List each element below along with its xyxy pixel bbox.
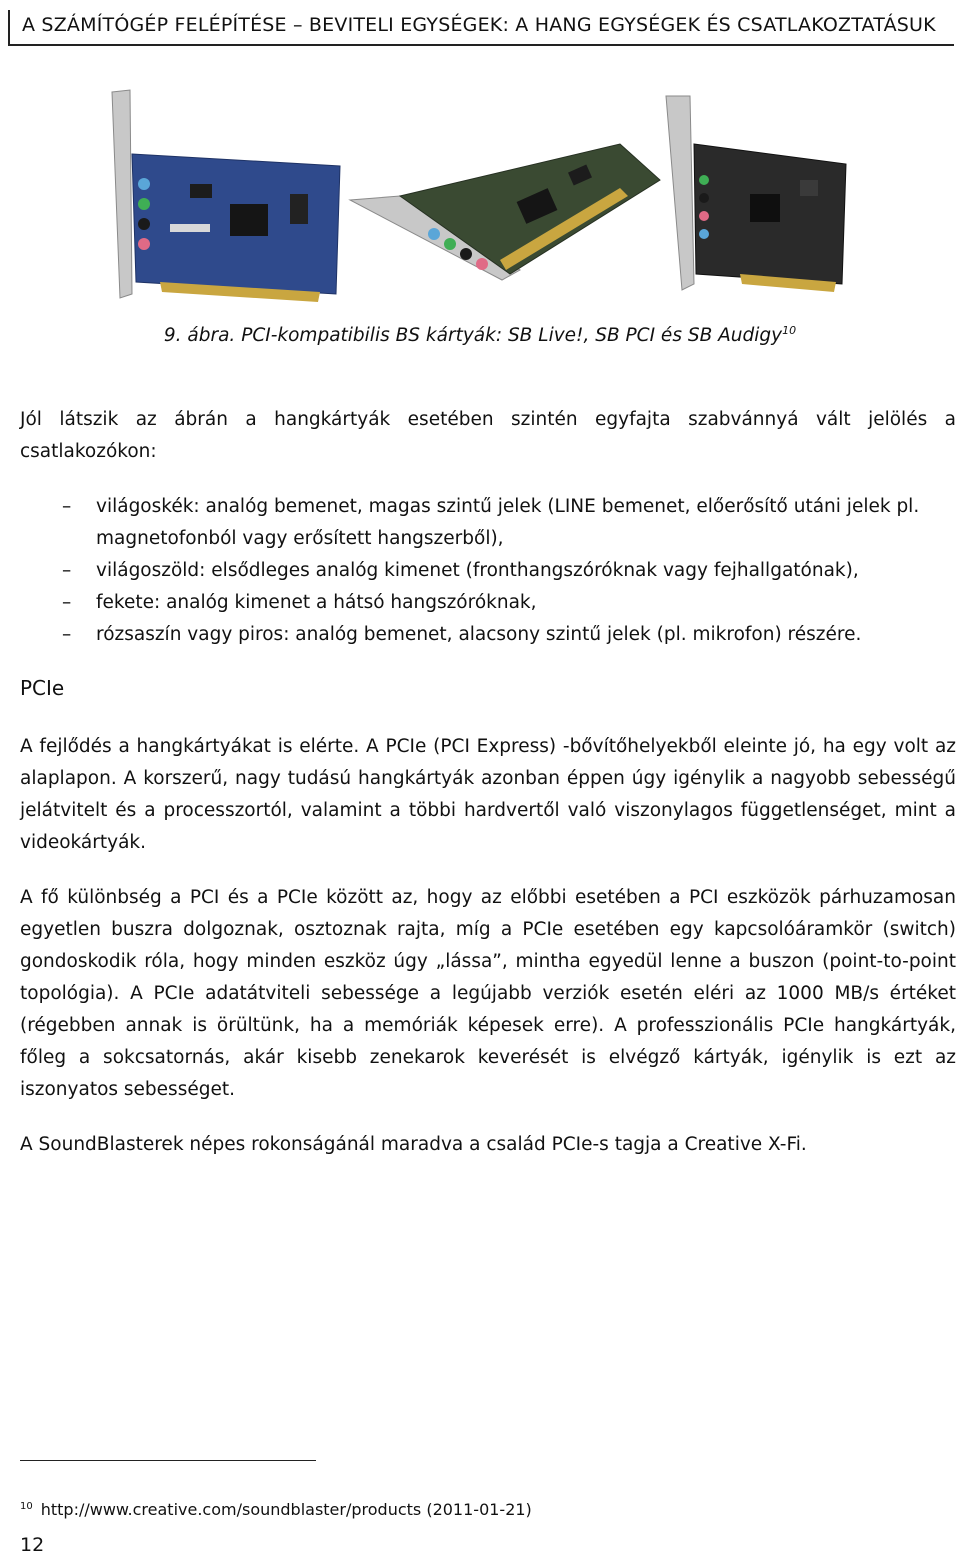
list-dash: – (62, 624, 72, 645)
section-heading: PCIe (20, 676, 65, 700)
page-header (8, 10, 954, 46)
list-item (20, 619, 956, 651)
list-dash: – (62, 560, 72, 581)
list-item (20, 587, 956, 619)
sb-live-card-image (112, 90, 340, 302)
footnote-link[interactable]: http://www.creative.com/soundblaster/products (2011-01-21) (40, 1500, 532, 1519)
page-number: 12 (20, 1534, 45, 1556)
body-paragraph: A fejlődés a hangkártyákat is elérte. A PCIe (PCI Express) -bővítőhelyekből eleinte jó, ha egy volt az alaplapon. A korszerű, nagy tudású hangkártyák azonban éppen úgy igénylik a nagyobb sebességű jelátvitelt és a processzortól, valamint a többi hardvertől való viszonylagos függetlenséget, mint a videokártyák. (20, 736, 956, 853)
list-item (20, 555, 956, 587)
list-dash: – (62, 592, 72, 613)
sb-audigy-card-image (666, 96, 846, 292)
footnote-marker: 10 (20, 1500, 33, 1512)
body-paragraph: A SoundBlasterek népes rokonságánál maradva a család PCIe-s tagja a Creative X-Fi. (20, 1134, 807, 1155)
connector-color-list (20, 491, 956, 651)
sb-pci-card-image (350, 144, 660, 280)
list-item-text: világoskék: analóg bemenet, magas szintű jelek (LINE bemenet, előerősítő utáni jelek pl. magnetofonból vagy erősített hangszerből), (96, 496, 920, 549)
list-dash: – (62, 496, 72, 517)
figure-caption (0, 324, 960, 346)
list-item-text: világoszöld: elsődleges analóg kimenet (fronthangszóróknak vagy fejhallgatónak), (96, 560, 859, 581)
intro-paragraph: Jól látszik az ábrán a hangkártyák esetében szintén egyfajta szabvánnyá vált jelölés a csatlakozókon: (20, 409, 956, 462)
footnote (20, 1500, 532, 1519)
sound-cards-figure (100, 84, 860, 304)
header-title: A SZÁMÍTÓGÉP FELÉPÍTÉSE – BEVITELI EGYSÉGEK: A HANG EGYSÉGEK ÉS CSATLAKOZTATÁSUK (22, 14, 936, 36)
list-item-text: rózsaszín vagy piros: analóg bemenet, alacsony szintű jelek (pl. mikrofon) részére. (96, 624, 862, 645)
footnote-divider (20, 1460, 316, 1461)
list-item-text: fekete: analóg kimenet a hátsó hangszóróknak, (96, 592, 537, 613)
body-paragraph: A fő különbség a PCI és a PCIe között az, hogy az előbbi esetében a PCI eszközök párhuzamosan egyetlen buszra dolgoznak, osztoznak rajta, míg a PCIe esetében egy kapcsolóáramkör (switch) gondoskodik róla, hogy minden eszköz úgy „lássa”, mintha egyedül lenne a buszon (point-to-point topológia). A PCIe adatátviteli sebessége a legújabb verziók esetén eléri az 1000 MB/s értéket (régebben annak is örültünk, ha a memóriák képesek erre). A professzionális PCIe hangkártyák, főleg a sokcsatornás, akár kisebb zenekarok keverését is elvégző kártyák, igénylik is ezt az iszonyatos sebességet. (20, 887, 956, 1100)
figure-caption-text: 9. ábra. PCI-kompatibilis BS kártyák: SB Live!, SB PCI és SB Audigy (163, 325, 783, 347)
list-item (20, 491, 956, 555)
footnote-reference[interactable]: 10 (782, 324, 797, 337)
